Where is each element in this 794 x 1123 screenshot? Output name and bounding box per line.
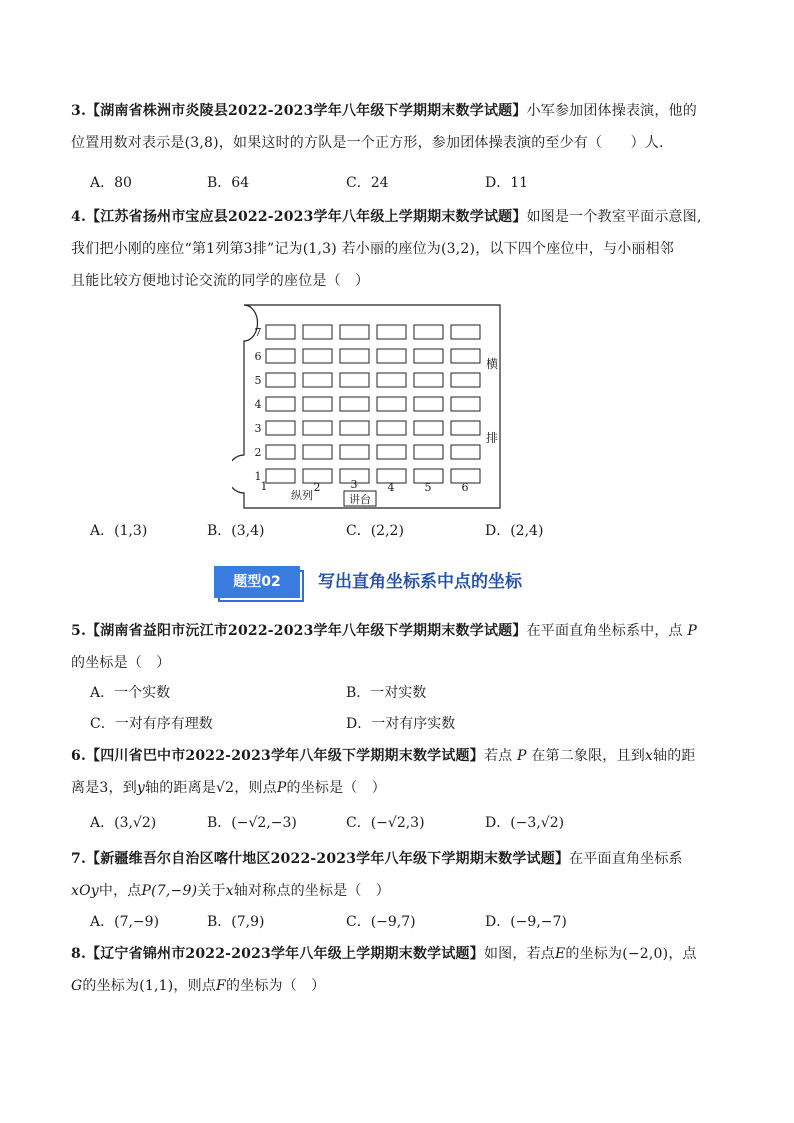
section-title: 写出直角坐标系中点的坐标 xyxy=(318,572,522,592)
option-a[interactable]: A．(7,−9) xyxy=(90,914,160,930)
desk-r6-c3 xyxy=(340,349,369,363)
col-axis-label: 纵列 xyxy=(291,489,313,502)
section-tag: 题型02 xyxy=(214,566,300,598)
question-4-coord-1: (1,3) xyxy=(302,241,337,257)
question-3 xyxy=(71,95,731,159)
desk-r3-c6 xyxy=(451,421,480,435)
row-axis-label-1: 横 xyxy=(485,357,499,371)
desk-r3-c1 xyxy=(266,421,295,435)
question-4-coord-2: (3,2) xyxy=(441,241,476,257)
col-label-5: 5 xyxy=(424,481,432,494)
option-d[interactable]: D．(−3,√2) xyxy=(485,815,565,831)
question-6-text-1: 若点 xyxy=(483,748,513,764)
question-7 xyxy=(71,843,731,907)
desk-r5-c6 xyxy=(451,373,480,387)
point-f: F xyxy=(216,978,226,994)
question-8-line-2 xyxy=(71,970,731,1002)
row-axis-label-2: 排 xyxy=(485,431,499,445)
option-d[interactable]: D．(2,4) xyxy=(485,523,544,539)
question-3-line-2 xyxy=(71,127,731,159)
question-7-text-4: 轴对称点的坐标是（ ） xyxy=(233,883,390,899)
question-6-text-7: 的坐标是（ ） xyxy=(286,780,386,796)
desk-r4-c1 xyxy=(266,397,295,411)
question-6-line-2 xyxy=(71,772,731,804)
desk-r5-c2 xyxy=(303,373,332,387)
desk-r4-c3 xyxy=(340,397,369,411)
question-5-line-1 xyxy=(71,615,731,647)
question-7-line-1 xyxy=(71,843,731,875)
desk-r7-c1 xyxy=(266,325,295,339)
desk-r3-c5 xyxy=(414,421,443,435)
col-label-6: 6 xyxy=(461,481,469,494)
point-e: E xyxy=(554,946,566,962)
question-6 xyxy=(71,740,731,804)
question-4-source: 4.【江苏省扬州市宝应县2022-2023学年八年级上学期期末数学试题】 xyxy=(71,209,527,225)
desk-r4-c4 xyxy=(377,397,406,411)
question-8-text-3: ，点 xyxy=(668,946,697,962)
row-label-2: 2 xyxy=(254,446,262,459)
desk-r2-c1 xyxy=(266,445,295,459)
row-label-5: 5 xyxy=(254,374,262,387)
question-3-text-2: 位置用数对表示是 xyxy=(71,135,185,151)
option-a[interactable]: A．一个实数 xyxy=(90,685,171,701)
desk-r5-c5 xyxy=(414,373,443,387)
desk-r6-c2 xyxy=(303,349,332,363)
desk-r1-c1 xyxy=(266,469,295,483)
option-a[interactable]: A．(1,3) xyxy=(90,523,148,539)
question-4-line-3: 且能比较方便地讨论交流的同学的座位是（ ） xyxy=(71,273,370,289)
question-7-text-1: 在平面直角坐标系 xyxy=(569,851,683,867)
option-a[interactable]: A．(3,√2) xyxy=(90,815,157,831)
question-7-source: 7.【新疆维吾尔自治区喀什地区2022-2023学年八年级下学期期末数学试题】 xyxy=(71,851,570,867)
question-5 xyxy=(71,615,731,679)
distance-sqrt2: √2 xyxy=(216,780,235,796)
row-label-7: 7 xyxy=(254,326,262,339)
question-3-coord: (3,8) xyxy=(184,135,219,151)
row-label-6: 6 xyxy=(254,350,262,363)
question-8-text-5: ，则点 xyxy=(173,978,217,994)
question-4-text-4: ，以下四个座位中，与小丽相邻 xyxy=(475,241,675,257)
question-5-source: 5.【湖南省益阳市沅江市2022-2023学年八年级下学期期末数学试题】 xyxy=(71,623,527,639)
option-b[interactable]: B．(3,4) xyxy=(207,523,265,539)
option-c[interactable]: C．一对有序有理数 xyxy=(90,716,213,732)
question-8-text-6: 的坐标为（ ） xyxy=(225,978,326,994)
option-b[interactable]: B．(−√2,−3) xyxy=(207,815,297,831)
desk-r7-c2 xyxy=(303,325,332,339)
question-8-source: 8.【辽宁省锦州市2022-2023学年八年级上学期期末数学试题】 xyxy=(71,946,484,962)
x-variable: x xyxy=(225,883,234,899)
desk-r2-c6 xyxy=(451,445,480,459)
point-g-coord: (1,1) xyxy=(139,978,174,994)
question-3-source: 3.【湖南省株洲市炎陵县2022-2023学年八年级下学期期末数学试题】 xyxy=(71,103,527,119)
question-4-text-1: 如图是一个教室平面示意图, xyxy=(526,209,702,225)
section-banner xyxy=(214,566,574,602)
col-label-4: 4 xyxy=(387,481,395,494)
desk-r7-c5 xyxy=(414,325,443,339)
desk-r7-c6 xyxy=(451,325,480,339)
question-8-line-1 xyxy=(71,938,731,970)
question-8 xyxy=(71,938,731,1002)
row-label-3: 3 xyxy=(254,422,262,435)
desk-r3-c3 xyxy=(340,421,369,435)
question-6-text-6: ，则点 xyxy=(234,780,277,796)
desk-r6-c1 xyxy=(266,349,295,363)
point-e-coord: (−2,0) xyxy=(622,946,669,962)
classroom-diagram xyxy=(232,303,512,513)
question-7-text-3: 关于 xyxy=(197,883,226,899)
question-3-line-1 xyxy=(71,95,731,127)
point-g: G xyxy=(71,978,83,994)
question-6-text-5: 轴的距离是 xyxy=(145,780,217,796)
question-6-text-2: 在第二象限，且到 xyxy=(531,748,645,764)
col-label-3: 3 xyxy=(350,478,358,491)
desk-r3-c4 xyxy=(377,421,406,435)
podium-label: 讲台 xyxy=(349,493,371,506)
question-3-text-1: 小军参加团体操表演，他的 xyxy=(526,103,697,119)
question-7-text-2: 中，点 xyxy=(98,883,142,899)
desk-r7-c3 xyxy=(340,325,369,339)
desk-r6-c5 xyxy=(414,349,443,363)
question-7-line-2 xyxy=(71,875,731,907)
col-label-2: 2 xyxy=(313,481,321,494)
desk-r5-c4 xyxy=(377,373,406,387)
question-4-line-1 xyxy=(71,201,731,233)
point-p: P xyxy=(687,623,698,639)
question-4 xyxy=(71,201,731,297)
desk-r3-c2 xyxy=(303,421,332,435)
question-6-text-3: 轴的距 xyxy=(653,748,696,764)
option-c[interactable]: C．(2,2) xyxy=(346,523,404,539)
xoy-plane: xOy xyxy=(71,883,99,899)
desk-r2-c4 xyxy=(377,445,406,459)
question-6-line-1 xyxy=(71,740,731,772)
desk-r5-c1 xyxy=(266,373,295,387)
row-label-4: 4 xyxy=(254,398,262,411)
option-a[interactable]: A．80 xyxy=(90,175,132,191)
question-8-text-4: 的坐标为 xyxy=(82,978,140,994)
classroom-svg xyxy=(232,303,512,513)
point-p: P xyxy=(517,748,527,764)
desk-r4-c6 xyxy=(451,397,480,411)
option-b[interactable]: B．(7,9) xyxy=(207,914,265,930)
question-6-source: 6.【四川省巴中市2022-2023学年八年级下学期期末数学试题】 xyxy=(71,748,484,764)
option-c[interactable]: C．(−9,7) xyxy=(346,914,416,930)
point-p-2: P xyxy=(276,780,287,796)
option-b[interactable]: B．一对实数 xyxy=(346,685,427,701)
desk-r6-c4 xyxy=(377,349,406,363)
question-5-text-1: 在平面直角坐标系中，点 xyxy=(526,623,683,639)
question-6-text-4: 离是3，到 xyxy=(71,780,137,796)
row-label-1: 1 xyxy=(254,470,262,483)
option-c[interactable]: C．24 xyxy=(346,175,389,191)
desk-r4-c5 xyxy=(414,397,443,411)
desk-r7-c4 xyxy=(377,325,406,339)
desk-r5-c3 xyxy=(340,373,369,387)
question-8-text-2: 的坐标为 xyxy=(565,946,623,962)
option-d[interactable]: D．11 xyxy=(485,175,529,191)
desk-r6-c6 xyxy=(451,349,480,363)
question-5-line-2: 的坐标是（ ） xyxy=(71,655,171,671)
question-8-text-1: 如图，若点 xyxy=(483,946,555,962)
desk-r2-c2 xyxy=(303,445,332,459)
question-4-text-3: 若小丽的座位为 xyxy=(341,241,441,257)
question-3-text-3: ，如果这时的方队是一个正方形，参加团体操表演的至少有（ ）人. xyxy=(218,135,664,151)
option-b[interactable]: B．64 xyxy=(207,175,250,191)
option-d[interactable]: D．(−9,−7) xyxy=(485,914,567,930)
question-4-text-2: 我们把小刚的座位“第1列第3排”记为 xyxy=(71,241,303,257)
x-variable: x xyxy=(644,748,654,764)
option-c[interactable]: C．(−√2,3) xyxy=(346,815,425,831)
question-4-line-2 xyxy=(71,233,731,265)
desk-r4-c2 xyxy=(303,397,332,411)
col-label-1: 1 xyxy=(260,480,268,493)
option-d[interactable]: D．一对有序实数 xyxy=(346,716,456,732)
desk-r2-c3 xyxy=(340,445,369,459)
point-p-coord: P(7,−9) xyxy=(141,883,198,899)
y-variable: y xyxy=(136,780,146,796)
desk-r2-c5 xyxy=(414,445,443,459)
